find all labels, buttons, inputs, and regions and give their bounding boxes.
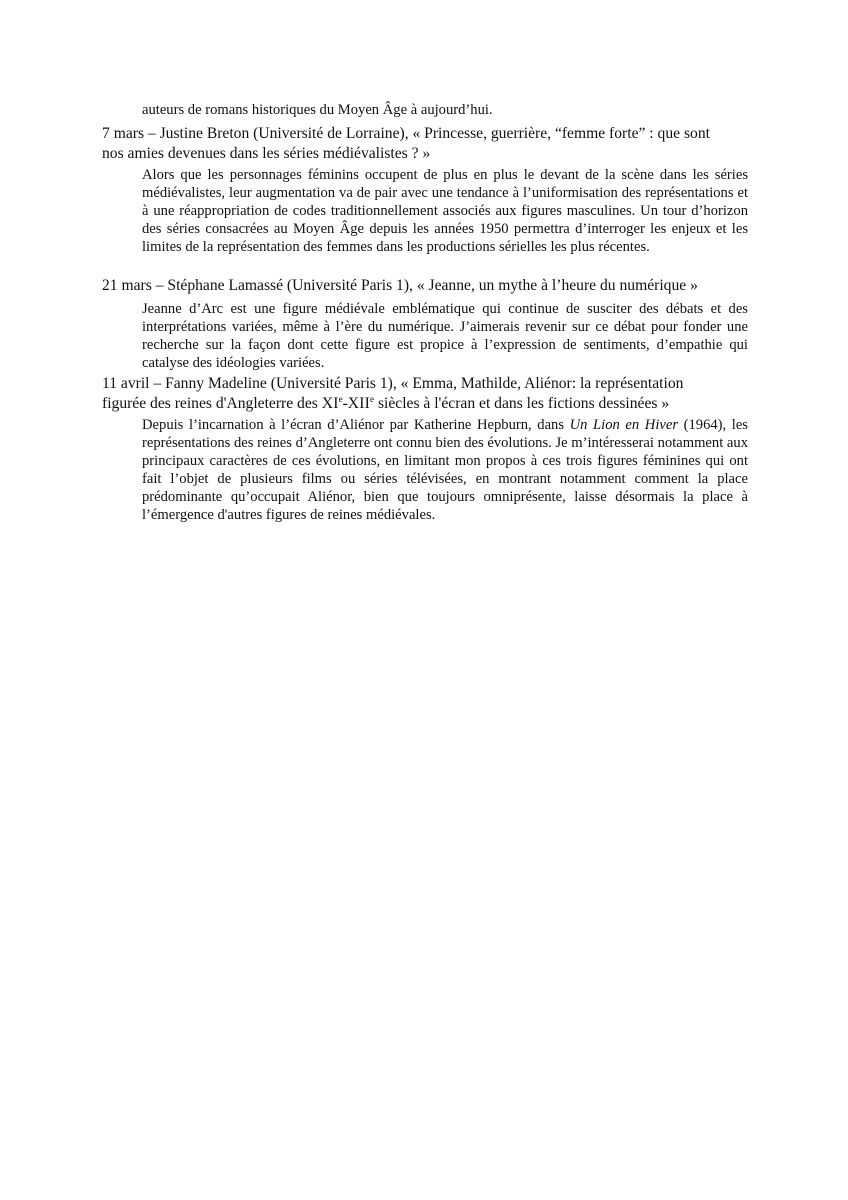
- entry-heading-breton: [102, 124, 748, 164]
- film-title: Un Lion en Hiver: [569, 417, 679, 433]
- century-numeral: XII: [347, 395, 371, 412]
- heading-text: siècles à l'écran et dans les fictions dessinées »: [374, 395, 670, 412]
- century-separator: -: [342, 395, 348, 412]
- entry-abstract-lamasse: Jeanne d’Arc est une figure médiévale emblématique qui continue de susciter des débats et des interprétations variées, même à l’ère du numérique. J’aimerais revenir sur ce débat pour fonder une recherche sur la façon dont cette figure est propice à l’expression de sentiments, d’empathie qui catalyse des idéologies variées.: [142, 301, 748, 371]
- entry-heading-line: 7 mars – Justine Breton (Université de Lorraine), « Princesse, guerrière, “femme forte” : que sont: [102, 125, 710, 142]
- entry-heading-madeline: [102, 374, 748, 414]
- entry-heading-line: 21 mars – Stéphane Lamassé (Université Paris 1), « Jeanne, un mythe à l’heure du numérique »: [102, 277, 698, 294]
- abstract-text: (1964), les représentations des reines d’Angleterre ont connu bien des évolutions. Je m’intéresserai notamment aux principaux caractères de ces évolutions, en limitant mon propos à ces trois figures féminines qui ont fait l’objet de plusieurs films ou séries télévisées, en montrant notamment comment la place prédominante qu’occupait Aliénor, bien que toujours omniprésente, laisse désormais la place à l’émergence d'autres figures de reines médiévales.: [142, 417, 748, 523]
- entry-abstract-madeline: [142, 416, 748, 524]
- abstract-text: Depuis l’incarnation à l’écran d’Aliénor par Katherine Hepburn, dans: [142, 417, 570, 433]
- ordinal-suffix: e: [370, 394, 375, 404]
- entry-heading-line: [102, 394, 748, 414]
- entry-heading-line: nos amies devenues dans les séries médiévalistes ? »: [102, 145, 431, 162]
- heading-text: figurée des reines d'Angleterre des: [102, 395, 322, 412]
- continuation-text: auteurs de romans historiques du Moyen Âge à aujourd’hui.: [142, 102, 493, 118]
- century-numeral: XI: [321, 395, 339, 412]
- entry-abstract-breton: Alors que les personnages féminins occupent de plus en plus le devant de la scène dans les séries médiévalistes, leur augmentation va de pair avec une tendance à l’uniformisation des représentations et à une réappropriation de codes traditionnellement associés aux figures masculines. Un tour d’horizon des séries consacrées au Moyen Âge depuis les années 1950 permettra d’interroger les enjeux et les limites de la représentation des femmes dans les productions sérielles les plus récentes.: [142, 167, 748, 255]
- ordinal-suffix: e: [338, 394, 343, 404]
- entry-heading-line: 11 avril – Fanny Madeline (Université Paris 1), « Emma, Mathilde, Aliénor: la représentation: [102, 375, 684, 392]
- entry-heading-lamasse: [102, 276, 748, 296]
